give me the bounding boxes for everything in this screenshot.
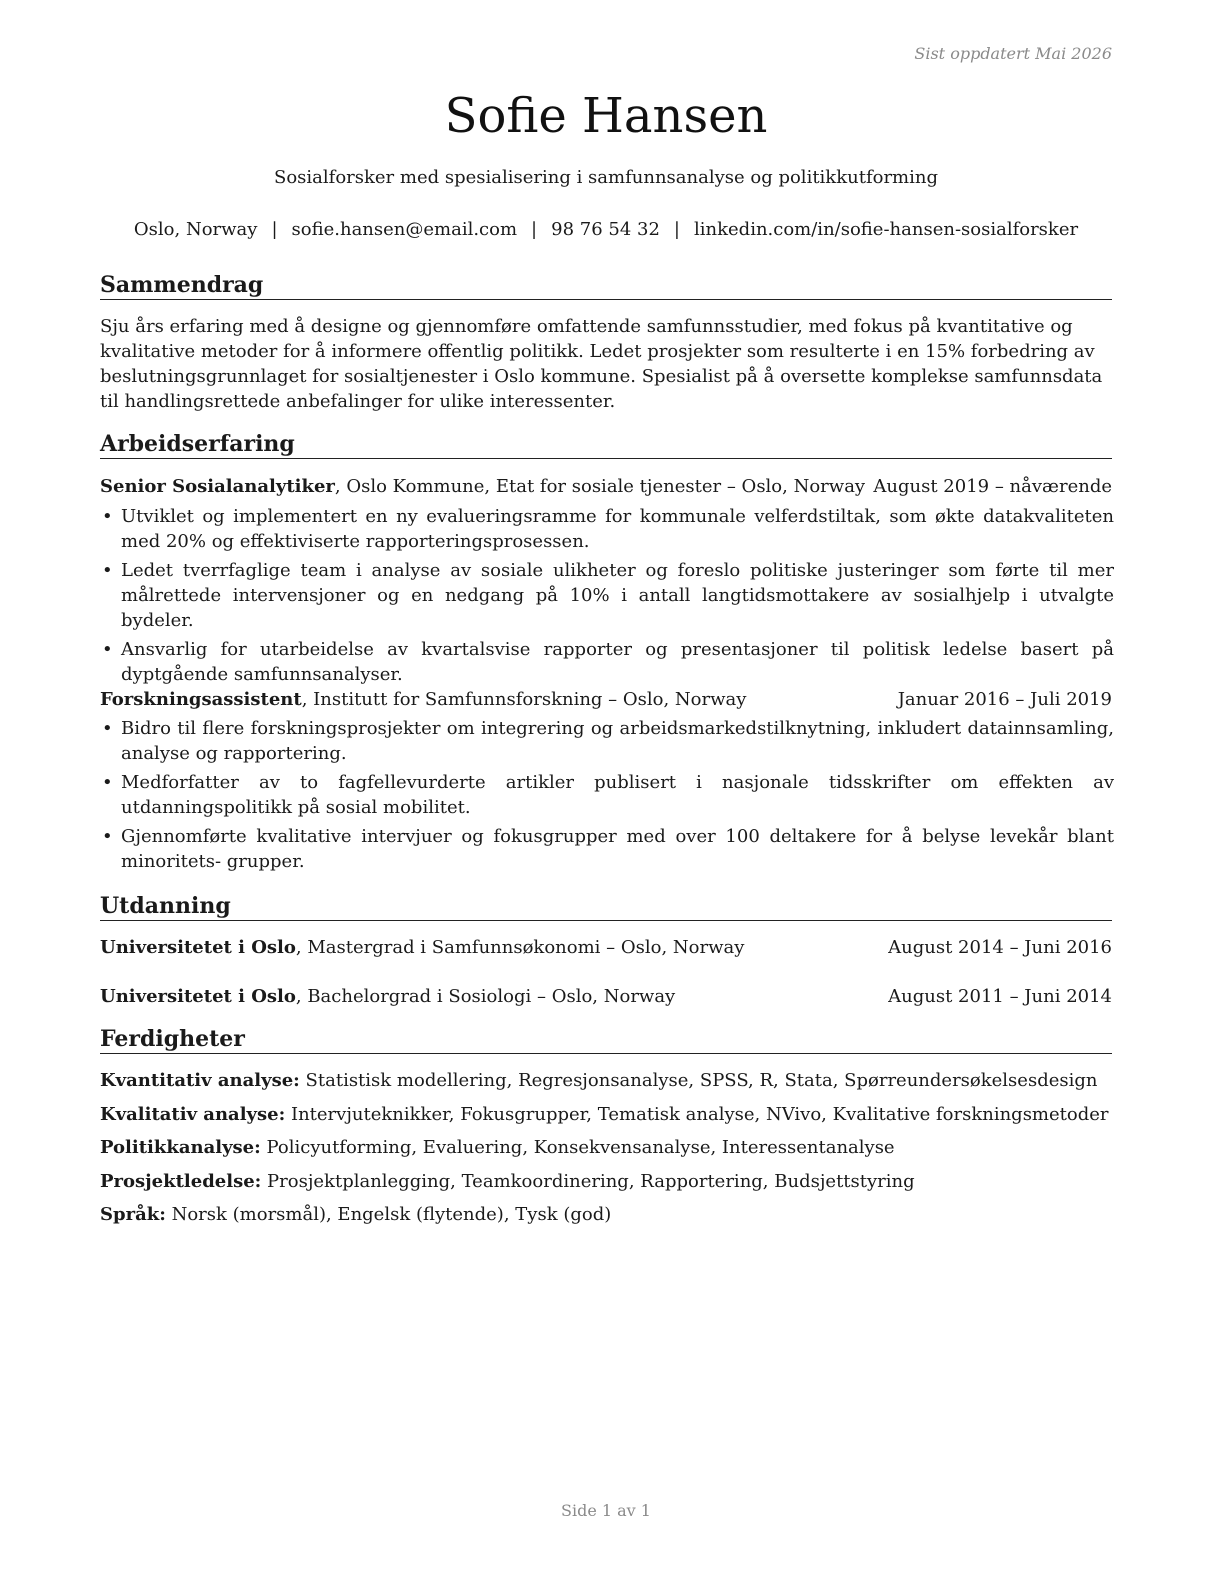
bullet-icon: •: [102, 826, 113, 847]
section-title-education: Utdanning: [100, 892, 1112, 921]
bullet-icon: •: [102, 772, 113, 793]
separator: |: [531, 219, 538, 240]
skill-row: [100, 1135, 1112, 1160]
school-name: Universitetet i Oslo: [100, 986, 296, 1007]
bullet-text: Gjennomførte kvalitative intervjuer og fokusgrupper med over 100 deltakere for å belyse levekår blant minoritets- grupper.: [121, 826, 1114, 872]
bullet-item: [100, 558, 1114, 633]
bullet-text: Medforfatter av to fagfellevurderte artikler publisert i nasjonale tidsskrifter om effekten av utdanningspolitikk på sosial mobilitet.: [121, 772, 1114, 818]
job-bullets: [100, 716, 1114, 878]
resume-page: [100, 0, 1112, 1584]
job-org: , Institutt for Samfunnsforskning – Oslo, Norway: [301, 689, 747, 710]
contact-line: [100, 219, 1112, 240]
section-title-experience: Arbeidserfaring: [100, 430, 1112, 459]
bullet-text: Ansvarlig for utarbeidelse av kvartalsvise rapporter og presentasjoner til politisk ledelse basert på dyptgående samfunnsanalyser.: [121, 639, 1114, 685]
skill-label: Språk:: [100, 1204, 166, 1225]
school-name: Universitetet i Oslo: [100, 937, 296, 958]
summary-text: Sju års erfaring med å designe og gjennomføre omfattende samfunnsstudier, med fokus på kvantitative og kvalitative metoder for å informere offentlig politikk. Ledet prosjekter som resulterte i en 15% forbedring av beslutningsgrunnlaget for sosialtjenester i Oslo kommune. Spesialist på å oversette komplekse samfunnsdata til handlingsrettede anbefalinger for ulike interessenter.: [100, 316, 1103, 412]
skill-row: [100, 1102, 1112, 1127]
separator: |: [271, 219, 278, 240]
email-link[interactable]: sofie.hansen@email.com: [291, 219, 518, 240]
skill-value: Policyutforming, Evaluering, Konsekvensanalyse, Interessentanalyse: [260, 1137, 895, 1158]
bullet-item: [100, 716, 1114, 766]
skill-label: Kvalitativ analyse:: [100, 1103, 286, 1125]
education-entry: [100, 935, 1112, 960]
bullet-icon: •: [102, 560, 113, 581]
job-org: , Oslo Kommune, Etat for sosiale tjenester – Oslo, Norway: [334, 476, 866, 497]
education-dates: August 2014 – Juni 2016: [888, 937, 1112, 958]
linkedin-link[interactable]: linkedin.com/in/sofie-hansen-sosialforsker: [694, 219, 1079, 240]
skill-label: Politikkanalyse:: [100, 1137, 261, 1158]
job-dates: August 2019 – nåværende: [873, 476, 1112, 497]
job-header: [100, 687, 1112, 712]
bullet-text: Ledet tverrfaglige team i analyse av sosiale ulikheter og foreslo politiske justeringer som førte til mer målrettede intervensjoner og en nedgang på 10% i antall langtidsmottakere av sosialhjelp i utvalgte bydeler.: [121, 560, 1114, 631]
skills-list: [100, 1068, 1112, 1236]
bullet-item: [100, 504, 1114, 554]
bullet-icon: •: [102, 506, 113, 527]
bullet-text: Bidro til flere forskningsprosjekter om integrering og arbeidsmarkedstilknytning, inkludert datainnsamling, analyse og rapportering.: [121, 718, 1114, 764]
bullet-text: Utviklet og implementert en ny evalueringsramme for kommunale velferdstiltak, som økte datakvaliteten med 20% og effektiviserte rapporteringsprosessen.: [121, 506, 1114, 552]
separator: |: [673, 219, 680, 240]
candidate-name: Sofie Hansen: [444, 88, 768, 144]
skill-value: Prosjektplanlegging, Teamkoordinering, Rapportering, Budsjettstyring: [261, 1170, 915, 1192]
tagline: Sosialforsker med spesialisering i samfunnsanalyse og politikkutforming: [274, 167, 938, 188]
last-updated: Sist oppdatert Mai 2026: [914, 44, 1112, 63]
skill-label: Prosjektledelse:: [100, 1170, 262, 1192]
skill-label: Kvantitativ analyse:: [100, 1070, 300, 1091]
page-number: Side 1 av 1: [561, 1501, 651, 1520]
job-dates: Januar 2016 – Juli 2019: [897, 689, 1112, 710]
job-role: Forskningsassistent: [100, 689, 302, 710]
section-title-summary: Sammendrag: [100, 271, 1112, 300]
education-dates: August 2011 – Juni 2014: [888, 986, 1112, 1007]
skill-row: [100, 1202, 1112, 1227]
degree-detail: , Bachelorgrad i Sosiologi – Oslo, Norway: [295, 986, 676, 1007]
bullet-icon: •: [102, 639, 113, 660]
skill-row: [100, 1169, 1112, 1194]
education-entry: [100, 984, 1112, 1009]
phone: 98 76 54 32: [551, 219, 660, 240]
bullet-item: [100, 637, 1114, 687]
location: Oslo, Norway: [133, 219, 258, 240]
degree-detail: , Mastergrad i Samfunnsøkonomi – Oslo, Norway: [295, 937, 745, 958]
job-header: [100, 474, 1112, 499]
bullet-item: [100, 824, 1114, 874]
skill-value: Intervjuteknikker, Fokusgrupper, Tematisk analyse, NVivo, Kvalitative forskningsmetoder: [285, 1103, 1109, 1125]
bullet-item: [100, 770, 1114, 820]
bullet-icon: •: [102, 718, 113, 739]
section-title-skills: Ferdigheter: [100, 1025, 1112, 1054]
job-bullets: [100, 504, 1114, 691]
skill-row: [100, 1068, 1112, 1093]
job-role: Senior Sosialanalytiker: [100, 476, 335, 497]
skill-value: Norsk (morsmål), Engelsk (flytende), Tysk (god): [165, 1204, 612, 1225]
skill-value: Statistisk modellering, Regresjonsanalyse, SPSS, R, Stata, Spørreundersøkelsesdesign: [299, 1070, 1098, 1091]
